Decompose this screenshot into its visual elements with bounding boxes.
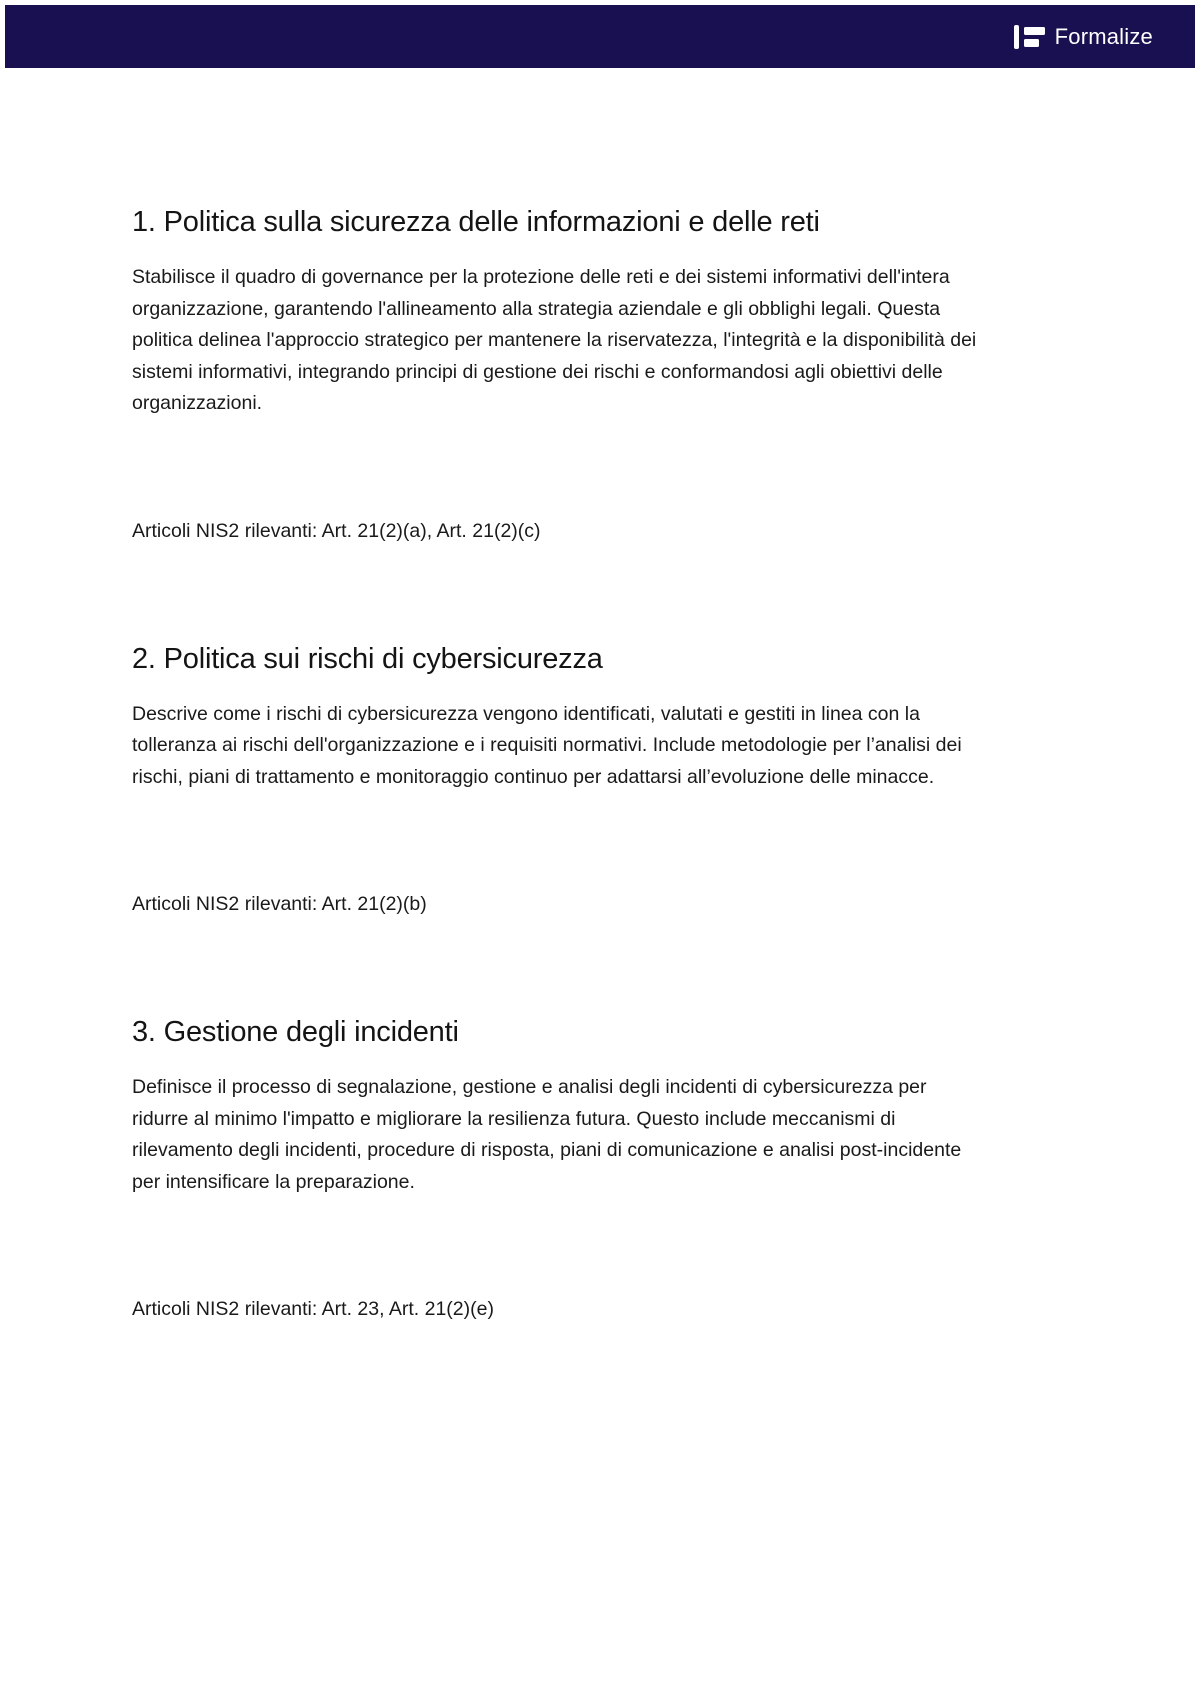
document-content [5, 68, 992, 1325]
logo-horizontal-bars [1024, 27, 1045, 47]
policy-section-1 [132, 204, 992, 547]
section-heading: 1. Politica sulla sicurezza delle informazioni e delle reti [132, 206, 820, 238]
section-description: Descrive come i rischi di cybersicurezza vengono identificati, valutati e gestiti in linea con la tolleranza ai rischi dell'organizzazione e i requisiti normativi. Include metodologie per l’analisi dei rischi, piani di trattamento e monitoraggio continuo per adattarsi all’evoluzione delle minacce. [132, 702, 962, 788]
nis2-articles-reference: Articoli NIS2 rilevanti: Art. 23, Art. 21(2)(e) [132, 1298, 494, 1320]
top-bar [5, 5, 1195, 68]
section-description: Definisce il processo di segnalazione, gestione e analisi degli incidenti di cybersicurezza per ridurre al minimo l'impatto e migliorare la resilienza futura. Questo include meccanismi di rilevamento degli incidenti, procedure di risposta, piani di comunicazione e analisi post-incidente per intensificare la preparazione. [132, 1076, 962, 1193]
section-heading: 2. Politica sui rischi di cybersicurezza [132, 642, 603, 675]
formalize-logo-icon [1014, 24, 1045, 50]
section-description: Stabilisce il quadro di governance per la protezione delle reti e dei sistemi informativi dell'intera organizzazione, garantendo l'allineamento alla strategia aziendale e gli obblighi legali. Questa politica delinea l'approccio strategico per mantenere la riservatezza, l'integrità e la disponibilità dei sistemi informativi, integrando principi di gestione dei rischi e conformandosi agli obiettivi delle organizzazioni. [132, 266, 977, 414]
brand-name: Formalize [1054, 23, 1153, 49]
logo-vertical-bar [1014, 25, 1019, 49]
nis2-articles-reference: Articoli NIS2 rilevanti: Art. 21(2)(a), Art. 21(2)(c) [132, 519, 541, 542]
policy-section-3 [132, 1014, 992, 1325]
policy-section-2 [132, 641, 992, 921]
section-heading: 3. Gestione degli incidenti [132, 1016, 459, 1048]
nis2-articles-reference: Articoli NIS2 rilevanti: Art. 21(2)(b) [132, 893, 427, 915]
brand-logo [1014, 24, 1153, 50]
